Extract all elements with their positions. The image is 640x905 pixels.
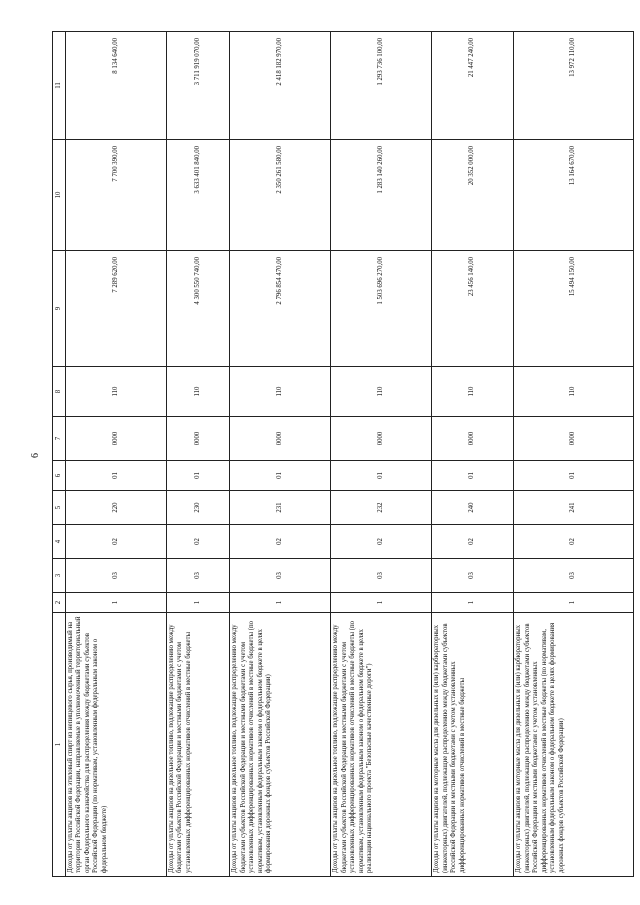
cell: 1 <box>166 593 229 613</box>
amount-cell: 13 164 670,00 <box>514 140 634 251</box>
amount-cell: 15 494 150,00 <box>514 251 634 367</box>
col-header: 9 <box>53 251 66 367</box>
col-header: 11 <box>53 32 66 140</box>
cell: 110 <box>66 367 167 417</box>
cell: 02 <box>514 525 634 559</box>
amount-cell: 20 352 000,00 <box>432 140 514 251</box>
cell: 0000 <box>432 417 514 461</box>
cell: 03 <box>514 559 634 593</box>
table-row <box>432 32 514 877</box>
table-row <box>230 32 331 877</box>
cell: 110 <box>331 367 432 417</box>
amount-cell: 3 711 919 070,00 <box>166 32 229 140</box>
cell: 1 <box>432 593 514 613</box>
row-description: Доходы от уплаты акцизов на дизельное топливо, подлежащие распределению между бюджетами субъектов Российской Федерации и местными бюджетами с учетом установленных дифференцированных нормативов отчислений в местные бюджеты (по нормативам, установленным федеральным законом о федеральном бюджете в целях реализации национального проекта "Безопасные качественные дороги") <box>331 613 432 877</box>
cell: 232 <box>331 491 432 525</box>
row-description: Доходы от уплаты акцизов на этиловый спирт из непищевого сырья, производимый на территории Российской Федерации, направляемые в уполномоченный территориальный орган Федерального казначейства для распределения между бюджетами субъектов Российской Федерации (по нормативам, установленным федеральным законом о федеральном бюджете) <box>66 613 167 877</box>
table-row <box>66 32 167 877</box>
amount-cell: 21 447 240,00 <box>432 32 514 140</box>
cell: 110 <box>230 367 331 417</box>
cell: 0000 <box>514 417 634 461</box>
cell: 110 <box>514 367 634 417</box>
header-row <box>53 32 66 877</box>
col-header: 1 <box>53 613 66 877</box>
page-number: 6 <box>30 453 41 458</box>
row-description: Доходы от уплаты акцизов на дизельное топливо, подлежащие распределению между бюджетами субъектов Российской Федерации и местными бюджетами с учетом установленных дифференцированных нормативов отчислений в местные бюджеты <box>166 613 229 877</box>
amount-cell: 4 300 550 740,00 <box>166 251 229 367</box>
cell: 02 <box>66 525 167 559</box>
col-header: 3 <box>53 559 66 593</box>
table-row <box>514 32 634 877</box>
cell: 110 <box>432 367 514 417</box>
amount-cell: 2 350 261 580,00 <box>230 140 331 251</box>
cell: 0000 <box>66 417 167 461</box>
cell: 03 <box>432 559 514 593</box>
row-description: Доходы от уплаты акцизов на моторные масла для дизельных и (или) карбюраторных (инжекторных) двигателей, подлежащие распределению между бюджетами субъектов Российской Федерации и местными бюджетами с учетом установленных дифференцированных нормативов отчислений в местные бюджеты <box>432 613 514 877</box>
cell: 1 <box>66 593 167 613</box>
cell: 01 <box>66 461 167 491</box>
cell: 1 <box>331 593 432 613</box>
cell: 110 <box>166 367 229 417</box>
cell: 231 <box>230 491 331 525</box>
table-row <box>166 32 229 877</box>
amount-cell: 1 503 696 270,00 <box>331 251 432 367</box>
cell: 241 <box>514 491 634 525</box>
cell: 1 <box>230 593 331 613</box>
col-header: 5 <box>53 491 66 525</box>
table-row <box>331 32 432 877</box>
budget-revenue-table <box>52 31 634 877</box>
amount-cell: 1 283 140 260,00 <box>331 140 432 251</box>
cell: 240 <box>432 491 514 525</box>
amount-cell: 3 633 401 840,00 <box>166 140 229 251</box>
cell: 1 <box>514 593 634 613</box>
row-description: Доходы от уплаты акцизов на моторные масла для дизельных и (или) карбюраторных (инжекторных) двигателей, подлежащие распределению между бюджетами субъектов Российской Федерации и местными бюджетами с учетом установленных дифференцированных нормативов отчислений в местные бюджеты (по нормативам, установленным федеральным законом о федеральном бюджете в целях формирования дорожных фондов субъектов Российской Федерации) <box>514 613 634 877</box>
cell: 01 <box>514 461 634 491</box>
amount-cell: 2 418 182 970,00 <box>230 32 331 140</box>
col-header: 10 <box>53 140 66 251</box>
cell: 0000 <box>230 417 331 461</box>
amount-cell: 13 972 110,00 <box>514 32 634 140</box>
cell: 01 <box>230 461 331 491</box>
cell: 03 <box>166 559 229 593</box>
cell: 01 <box>432 461 514 491</box>
cell: 0000 <box>331 417 432 461</box>
cell: 230 <box>166 491 229 525</box>
cell: 03 <box>331 559 432 593</box>
amount-cell: 7 289 620,00 <box>66 251 167 367</box>
cell: 03 <box>230 559 331 593</box>
cell: 0000 <box>166 417 229 461</box>
amount-cell: 23 456 140,00 <box>432 251 514 367</box>
col-header: 7 <box>53 417 66 461</box>
amount-cell: 7 700 390,00 <box>66 140 167 251</box>
cell: 03 <box>66 559 167 593</box>
col-header: 6 <box>53 461 66 491</box>
cell: 02 <box>331 525 432 559</box>
col-header: 8 <box>53 367 66 417</box>
amount-cell: 8 134 640,00 <box>66 32 167 140</box>
cell: 01 <box>331 461 432 491</box>
col-header: 4 <box>53 525 66 559</box>
cell: 02 <box>230 525 331 559</box>
amount-cell: 1 293 736 100,00 <box>331 32 432 140</box>
cell: 01 <box>166 461 229 491</box>
col-header: 2 <box>53 593 66 613</box>
row-description: Доходы от уплаты акцизов на дизельное топливо, подлежащие распределению между бюджетами субъектов Российской Федерации и местными бюджетами с учетом установленных дифференцированных нормативов отчислений в местные бюджеты (по нормативам, установленным федеральным законом о федеральном бюджете в целях формирования дорожных фондов субъектов Российской Федерации) <box>230 613 331 877</box>
cell: 02 <box>432 525 514 559</box>
cell: 02 <box>166 525 229 559</box>
rotated-page <box>52 32 634 877</box>
cell: 220 <box>66 491 167 525</box>
amount-cell: 2 796 854 470,00 <box>230 251 331 367</box>
